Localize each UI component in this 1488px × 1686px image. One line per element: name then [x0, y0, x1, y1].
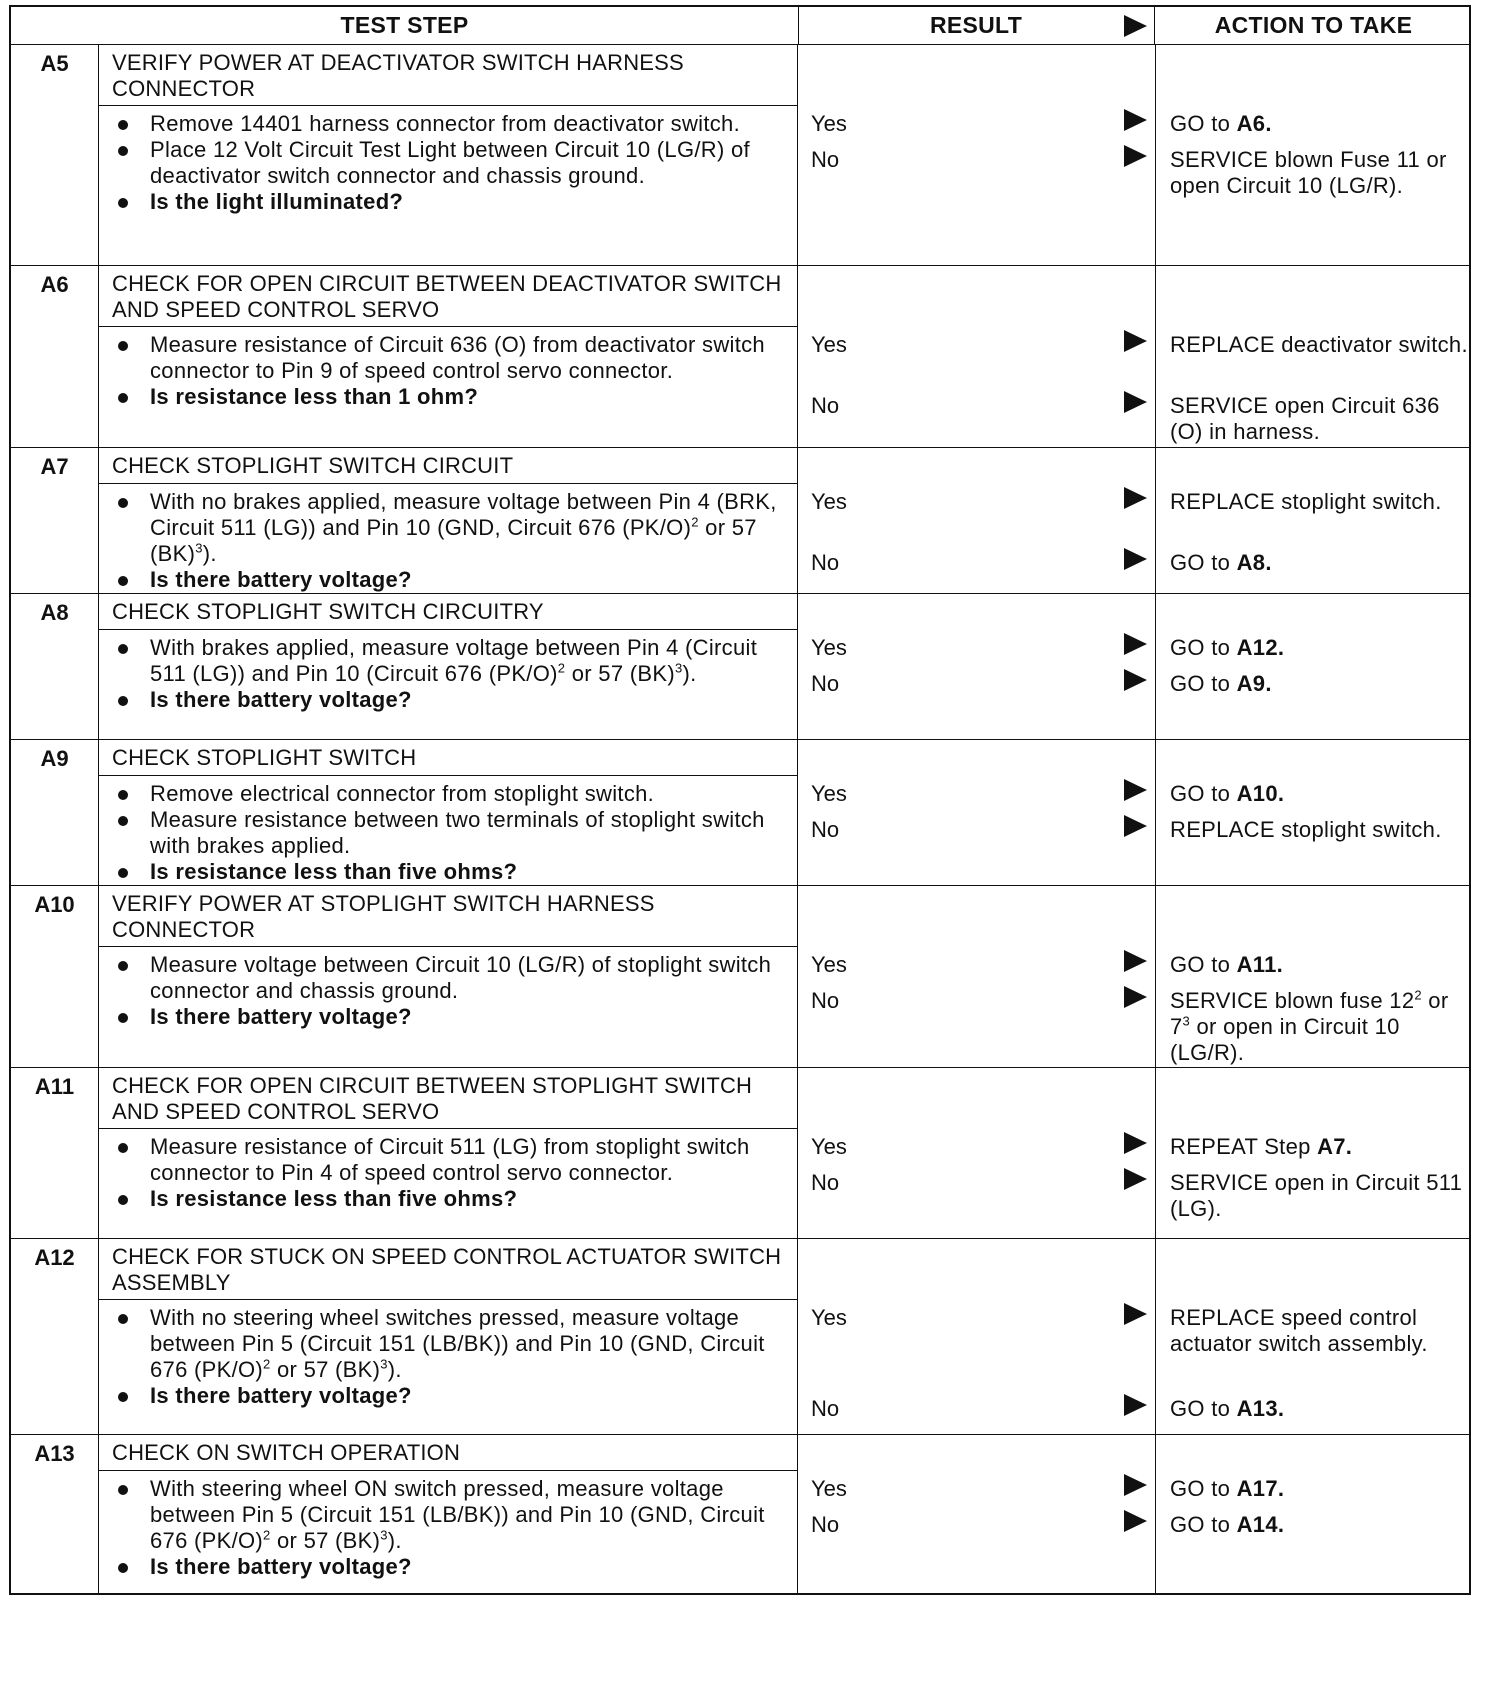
- arrow-icon: [1124, 950, 1147, 972]
- result-yes: Yes: [811, 1305, 847, 1330]
- header-arrow-icon: [1124, 15, 1147, 37]
- step-code: A8: [40, 600, 69, 625]
- step-a7: [9, 448, 1471, 594]
- arrow-icon: [1124, 109, 1147, 131]
- step-bullets: [112, 1134, 792, 1212]
- arrow-icon: [1124, 633, 1147, 655]
- step-code: A5: [40, 51, 69, 76]
- bullet-item: With no brakes applied, measure voltage between Pin 4 (BRK, Circuit 511 (LG)) and Pin 10 (GND, Circuit 676 $(PK/O)^2$ or 57 (BK)$^3$).: [112, 489, 792, 567]
- bullet-item: Measure resistance between two terminals of stoplight switch with brakes applied.: [112, 807, 792, 859]
- step-code: A12: [34, 1245, 75, 1270]
- header-action: ACTION TO TAKE: [1214, 12, 1413, 38]
- step-a10: [9, 886, 1471, 1068]
- step-a13: [9, 1435, 1471, 1595]
- header-result: RESULT: [798, 7, 1155, 44]
- arrow-icon: [1124, 986, 1147, 1008]
- step-code: A7: [40, 454, 69, 479]
- arrow-icon: [1124, 1303, 1147, 1325]
- result-yes: Yes: [811, 111, 847, 136]
- step-title: CHECK STOPLIGHT SWITCH CIRCUIT: [112, 453, 514, 478]
- step-code: A9: [40, 746, 69, 771]
- bullet-item: Place 12 Volt Circuit Test Light between Circuit 10 (LG/R) of deactivator switch connector and chassis ground.: [112, 137, 792, 189]
- arrow-icon: [1124, 1474, 1147, 1496]
- arrow-icon: [1124, 1132, 1147, 1154]
- step-a12: [9, 1239, 1471, 1435]
- action-yes: GO to A12.: [1170, 635, 1285, 660]
- bullet-item: With steering wheel ON switch pressed, measure voltage between Pin 5 (Circuit 151 (LB/BK)) and Pin 10 (GND, Circuit 676 $(PK/O)^2$ or 57 (BK)$^3$).: [112, 1476, 792, 1554]
- step-bullets: [112, 1476, 792, 1580]
- step-a9: [9, 740, 1471, 886]
- step-question: Is there battery voltage?: [112, 1383, 792, 1409]
- step-code: A10: [34, 892, 75, 917]
- arrow-icon: [1124, 1394, 1147, 1416]
- action-yes: GO to A17.: [1170, 1476, 1285, 1501]
- arrow-icon: [1124, 1510, 1147, 1532]
- step-question: Is there battery voltage?: [112, 1004, 792, 1030]
- step-title: CHECK FOR STUCK ON SPEED CONTROL ACTUATOR SWITCH ASSEMBLY: [112, 1244, 782, 1295]
- step-question: Is the light illuminated?: [112, 189, 792, 215]
- result-no: No: [811, 817, 840, 842]
- result-yes: Yes: [811, 489, 847, 514]
- bullet-item: Remove 14401 harness connector from deactivator switch.: [112, 111, 792, 137]
- action-no: GO to A8.: [1170, 550, 1272, 575]
- step-a11: [9, 1068, 1471, 1239]
- step-question: Is there battery voltage?: [112, 1554, 792, 1580]
- bullet-item: Measure resistance of Circuit 511 (LG) from stoplight switch connector to Pin 4 of speed control servo connector.: [112, 1134, 792, 1186]
- step-bullets: [112, 635, 792, 713]
- result-no: No: [811, 393, 840, 418]
- action-yes: REPLACE speed control actuator switch assembly.: [1170, 1305, 1428, 1356]
- action-yes: GO to A6.: [1170, 111, 1272, 136]
- bullet-item: With no steering wheel switches pressed, measure voltage between Pin 5 (Circuit 151 (LB/BK)) and Pin 10 (GND, Circuit 676 $(PK/O)^2$ or 57 (BK)$^3$).: [112, 1305, 792, 1383]
- result-yes: Yes: [811, 1476, 847, 1501]
- header-test-step: TEST STEP: [11, 7, 799, 44]
- arrow-icon: [1124, 815, 1147, 837]
- step-title: CHECK STOPLIGHT SWITCH: [112, 745, 417, 770]
- action-no: GO to A14.: [1170, 1512, 1285, 1537]
- step-question: Is resistance less than five ohms?: [112, 859, 792, 885]
- step-bullets: [112, 111, 792, 215]
- result-yes: Yes: [811, 952, 847, 977]
- step-a5: [9, 45, 1471, 266]
- step-a8: [9, 594, 1471, 740]
- arrow-icon: [1124, 330, 1147, 352]
- step-title: CHECK ON SWITCH OPERATION: [112, 1440, 461, 1465]
- arrow-icon: [1124, 391, 1147, 413]
- bullet-item: With brakes applied, measure voltage between Pin 4 (Circuit 511 (LG)) and Pin 10 (Circuit 676 $(PK/O)^2$ or 57 (BK)$^3$).: [112, 635, 792, 687]
- step-code: A11: [34, 1074, 75, 1099]
- arrow-icon: [1124, 487, 1147, 509]
- result-no: No: [811, 1512, 840, 1537]
- step-question: Is resistance less than 1 ohm?: [112, 384, 792, 410]
- result-yes: Yes: [811, 781, 847, 806]
- action-yes: REPLACE deactivator switch.: [1170, 332, 1468, 357]
- step-a6: [9, 266, 1471, 448]
- step-bullets: [112, 489, 792, 593]
- arrow-icon: [1124, 145, 1147, 167]
- result-no: No: [811, 1396, 840, 1421]
- action-yes: GO to A11.: [1170, 952, 1284, 977]
- step-bullets: [112, 952, 792, 1030]
- bullet-item: Remove electrical connector from stoplight switch.: [112, 781, 792, 807]
- result-no: No: [811, 671, 840, 696]
- result-yes: Yes: [811, 635, 847, 660]
- arrow-icon: [1124, 669, 1147, 691]
- step-code: A13: [34, 1441, 75, 1466]
- step-question: Is there battery voltage?: [112, 567, 792, 593]
- step-title: CHECK FOR OPEN CIRCUIT BETWEEN DEACTIVATOR SWITCH AND SPEED CONTROL SERVO: [112, 271, 782, 322]
- action-no: SERVICE open in Circuit 511 (LG).: [1170, 1170, 1463, 1221]
- result-no: No: [811, 1170, 840, 1195]
- result-no: No: [811, 550, 840, 575]
- result-no: No: [811, 988, 840, 1013]
- diagnostic-table: [9, 5, 1471, 1595]
- step-bullets: [112, 332, 792, 410]
- action-no: REPLACE stoplight switch.: [1170, 817, 1442, 842]
- arrow-icon: [1124, 779, 1147, 801]
- action-no: SERVICE blown fuse $12^2$ or $7^3$ or open in Circuit 10 (LG/R).: [1170, 987, 1449, 1065]
- result-no: No: [811, 147, 840, 172]
- bullet-item: Measure voltage between Circuit 10 (LG/R) of stoplight switch connector and chassis ground.: [112, 952, 792, 1004]
- action-yes: REPEAT Step A7.: [1170, 1134, 1353, 1159]
- action-yes: GO to A10.: [1170, 781, 1285, 806]
- bullet-item: Measure resistance of Circuit 636 (O) from deactivator switch connector to Pin 9 of speed control servo connector.: [112, 332, 792, 384]
- step-title: CHECK FOR OPEN CIRCUIT BETWEEN STOPLIGHT SWITCH AND SPEED CONTROL SERVO: [112, 1073, 753, 1124]
- step-question: Is resistance less than five ohms?: [112, 1186, 792, 1212]
- step-bullets: [112, 1305, 792, 1409]
- action-no: SERVICE open Circuit 636 (O) in harness.: [1170, 393, 1440, 444]
- action-yes: REPLACE stoplight switch.: [1170, 489, 1442, 514]
- arrow-icon: [1124, 1168, 1147, 1190]
- table-header: [9, 5, 1471, 45]
- arrow-icon: [1124, 548, 1147, 570]
- step-question: Is there battery voltage?: [112, 687, 792, 713]
- result-yes: Yes: [811, 332, 847, 357]
- step-title: VERIFY POWER AT STOPLIGHT SWITCH HARNESS CONNECTOR: [112, 891, 655, 942]
- step-title: CHECK STOPLIGHT SWITCH CIRCUITRY: [112, 599, 544, 624]
- step-code: A6: [40, 272, 69, 297]
- result-yes: Yes: [811, 1134, 847, 1159]
- action-no: GO to A9.: [1170, 671, 1272, 696]
- action-no: SERVICE blown Fuse 11 or open Circuit 10 (LG/R).: [1170, 147, 1447, 198]
- action-no: GO to A13.: [1170, 1396, 1285, 1421]
- step-bullets: [112, 781, 792, 885]
- step-title: VERIFY POWER AT DEACTIVATOR SWITCH HARNESS CONNECTOR: [112, 50, 684, 101]
